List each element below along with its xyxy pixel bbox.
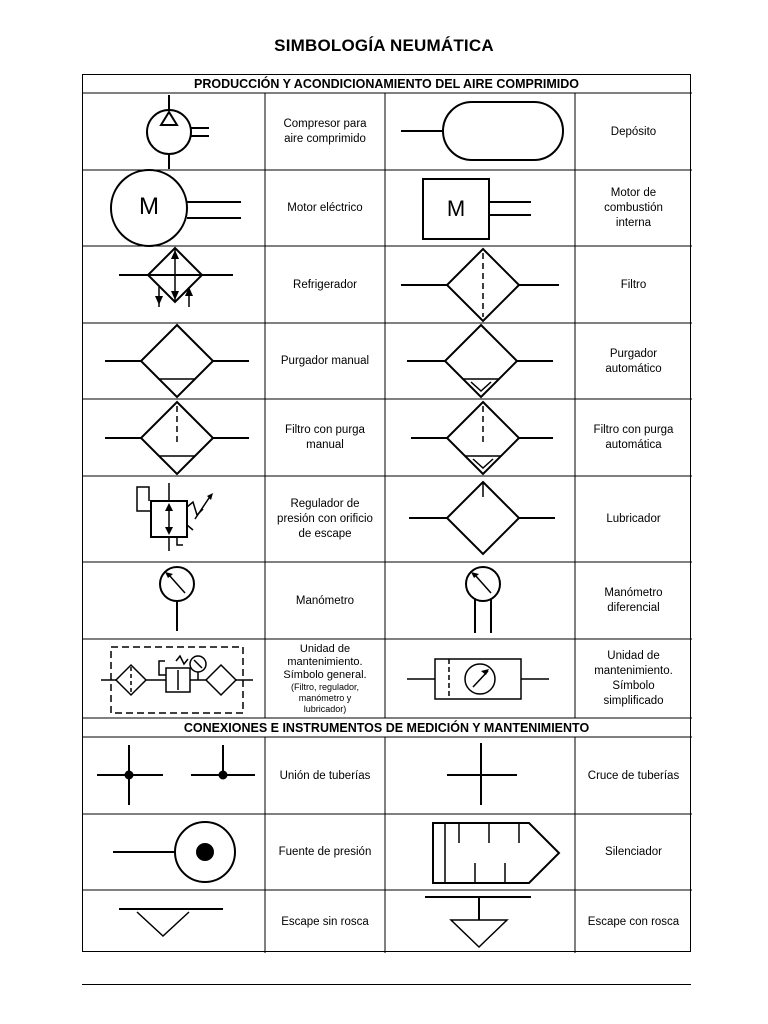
label-unidad-general-note: (Filtro, regulador, manómetro y lubricador): [290, 682, 360, 714]
manometro-symbol: [160, 567, 194, 631]
label-purgador-manual: Purgador manual: [280, 355, 370, 367]
label-union-tuberias: Unión de tuberías: [279, 769, 371, 782]
label-cruce-tuberias: Cruce de tuberías: [587, 769, 680, 782]
page-title: SIMBOLOGÍA NEUMÁTICA: [274, 36, 494, 55]
label-silenciador: Silenciador: [605, 846, 662, 858]
escape-sin-rosca-symbol: [119, 909, 223, 936]
label-filtro-purga-automatica: Filtro con purga automática: [593, 424, 674, 451]
label-filtro: Filtro: [620, 278, 647, 291]
silenciador-symbol: [433, 823, 559, 883]
label-unidad-general-text: Unidad de mantenimiento. Símbolo general.: [283, 643, 367, 681]
label-manometro: Manómetro: [295, 594, 355, 607]
label-escape-sin-rosca: Escape sin rosca: [281, 915, 369, 928]
deposito-symbol: [401, 102, 563, 160]
union-dot-right: [219, 771, 228, 780]
filtro-symbol: [401, 249, 559, 321]
filtro-purga-automatica-symbol: [411, 402, 553, 474]
label-escape-con-rosca: Escape con rosca: [587, 915, 680, 928]
label-manometro-diferencial: Manómetro diferencial: [604, 587, 663, 614]
section-header-production: PRODUCCIÓN Y ACONDICIONAMIENTO DEL AIRE COMPRIMIDO: [194, 77, 579, 91]
purgador-manual-symbol: [105, 325, 249, 397]
label-deposito: Depósito: [610, 125, 657, 138]
label-fuente-presion: Fuente de presión: [278, 846, 372, 858]
unidad-general-symbol: [101, 647, 253, 713]
label-regulador: Regulador de presión con orificio de escape: [277, 498, 373, 540]
lubricador-symbol: [409, 482, 555, 554]
label-unidad-simplificado: Unidad de mantenimiento. Símbolo simplificado: [594, 650, 673, 707]
label-motor-electrico: Motor eléctrico: [287, 202, 363, 214]
label-compresor: Compresor para aire comprimido: [283, 118, 367, 145]
label-refrigerador: Refrigerador: [293, 278, 357, 291]
section-header-connections: CONEXIONES E INSTRUMENTOS DE MEDICIÓN Y MANTENIMIENTO: [183, 721, 590, 735]
filtro-purga-manual-symbol: [105, 402, 249, 474]
union-dot-left: [125, 771, 134, 780]
escape-con-rosca-symbol: [425, 897, 531, 947]
label-motor-combustion: Motor de combustión interna: [604, 187, 663, 229]
symbol-table: [82, 74, 691, 952]
regulador-symbol: [137, 483, 211, 551]
manometro-diferencial-symbol: [466, 567, 500, 633]
footer-rule: [82, 984, 691, 985]
label-filtro-purga-manual: Filtro con purga manual: [285, 424, 365, 451]
union-tuberias-symbol: [97, 745, 255, 805]
compresor-symbol: [147, 95, 209, 169]
fuente-presion-symbol: [113, 822, 235, 882]
unidad-simplificado-symbol: [407, 659, 549, 699]
motor-electrico-letter: M: [139, 193, 159, 220]
purgador-automatico-symbol: [407, 325, 553, 397]
label-purgador-automatico: Purgador automático: [605, 347, 662, 375]
cruce-tuberias-symbol: [447, 743, 517, 805]
motor-combustion-letter: M: [446, 196, 466, 221]
label-lubricador: Lubricador: [606, 513, 661, 525]
